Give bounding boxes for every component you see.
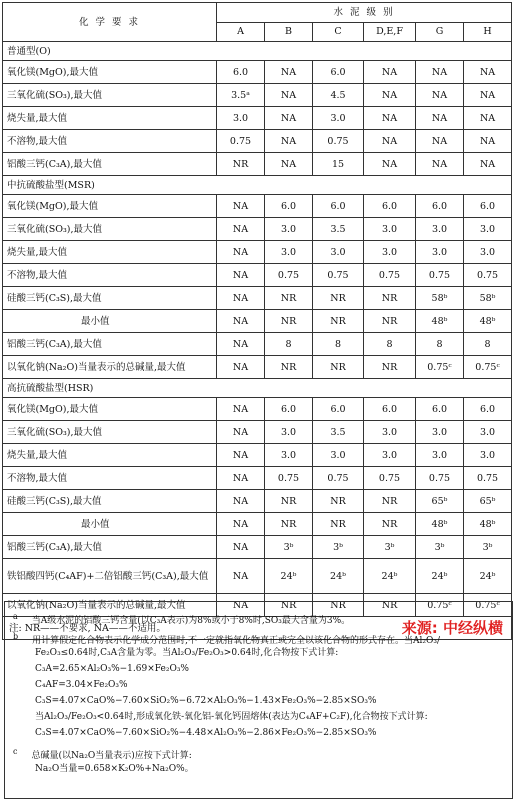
requirement-label: 不溶物,最大值 bbox=[3, 467, 217, 490]
table-row bbox=[3, 195, 512, 218]
grade-value: NA bbox=[217, 559, 265, 594]
grade-value: NA bbox=[416, 107, 464, 130]
grade-value: NA bbox=[217, 218, 265, 241]
table-row bbox=[3, 467, 512, 490]
grade-value: 6.0 bbox=[416, 195, 464, 218]
grade-value: 3ᵇ bbox=[364, 536, 416, 559]
grade-value: 6.0 bbox=[265, 398, 313, 421]
grade-value: 24ᵇ bbox=[416, 559, 464, 594]
grade-value: NR bbox=[265, 287, 313, 310]
grade-value: 8 bbox=[265, 333, 313, 356]
footnote-text: 当Al₂O₃/Fe₂O₃<0.64时,形成氧化铁-氧化铝-氧化钙固熔体(表达为C₄AF+C₂F),化合物按下式计算: bbox=[35, 712, 428, 722]
grade-value: 8 bbox=[364, 333, 416, 356]
grade-value: 0.75 bbox=[416, 467, 464, 490]
grade-value: NA bbox=[464, 84, 512, 107]
requirement-label: 氧化镁(MgO),最大值 bbox=[3, 61, 217, 84]
section-title: 高抗硫酸盐型(HSR) bbox=[3, 379, 512, 398]
table-row bbox=[3, 490, 512, 513]
grade-h: H bbox=[464, 22, 512, 42]
grade-value: 6.0 bbox=[364, 398, 416, 421]
grade-value: NA bbox=[217, 536, 265, 559]
grade-value: 65ᵇ bbox=[416, 490, 464, 513]
grade-value: 0.75ᶜ bbox=[416, 356, 464, 379]
footnote-text: 总碱量(以Na₂O当量表示)应按下式计算: bbox=[31, 751, 192, 761]
grade-value: NR bbox=[265, 594, 313, 617]
grade-value: 3.0 bbox=[364, 241, 416, 264]
grade-a: A bbox=[217, 22, 265, 42]
section-title: 普通型(O) bbox=[3, 42, 512, 61]
grade-value: NR bbox=[217, 153, 265, 176]
grade-value: NR bbox=[364, 513, 416, 536]
grade-value: NR bbox=[364, 490, 416, 513]
grade-value: 3.5ᵃ bbox=[217, 84, 265, 107]
grade-value: NA bbox=[265, 84, 313, 107]
grade-value: NR bbox=[313, 287, 364, 310]
header-row bbox=[3, 3, 512, 23]
grade-b: B bbox=[265, 22, 313, 42]
grade-value: 0.75 bbox=[464, 467, 512, 490]
table-row bbox=[3, 310, 512, 333]
grade-value: 24ᵇ bbox=[313, 559, 364, 594]
grade-value: NA bbox=[217, 421, 265, 444]
grade-value: NA bbox=[364, 153, 416, 176]
requirement-label: 烧失量,最大值 bbox=[3, 444, 217, 467]
grade-value: NR bbox=[265, 356, 313, 379]
grade-value: NR bbox=[313, 513, 364, 536]
requirement-label: 硅酸三钙(C₃S),最大值 bbox=[3, 287, 217, 310]
table-row bbox=[3, 130, 512, 153]
grade-value: NA bbox=[416, 84, 464, 107]
grade-value: NA bbox=[364, 130, 416, 153]
table-note: 注: NR——不要求, NA——不适用。 bbox=[3, 617, 512, 640]
grade-value: 24ᵇ bbox=[265, 559, 313, 594]
grade-value: NA bbox=[464, 130, 512, 153]
grade-value: NA bbox=[217, 398, 265, 421]
footnote-marker: b bbox=[13, 632, 19, 641]
requirement-label: 铝酸三钙(C₃A),最大值 bbox=[3, 333, 217, 356]
grade-value: NR bbox=[364, 310, 416, 333]
grade-value: 3.0 bbox=[416, 421, 464, 444]
footnote-line bbox=[35, 726, 376, 740]
grade-value: 3.0 bbox=[416, 218, 464, 241]
grade-value: 0.75 bbox=[364, 467, 416, 490]
footnote-line bbox=[35, 646, 338, 660]
grade-value: NA bbox=[217, 594, 265, 617]
footnote-line bbox=[35, 662, 189, 676]
grade-value: 3ᵇ bbox=[313, 536, 364, 559]
requirement-label: 氧化镁(MgO),最大值 bbox=[3, 195, 217, 218]
grade-value: NA bbox=[217, 195, 265, 218]
table-row bbox=[3, 61, 512, 84]
table-row bbox=[3, 84, 512, 107]
grade-value: NR bbox=[313, 310, 364, 333]
grade-value: NA bbox=[416, 153, 464, 176]
grade-value: 24ᵇ bbox=[464, 559, 512, 594]
footnote-text: 用计算假定化合物表示化学成分范围时,不一定就指氧化物真正或完全以该化合物的形式存在。当Al₂O₃/ bbox=[32, 636, 440, 646]
grade-value: NA bbox=[265, 153, 313, 176]
grade-value: NA bbox=[265, 130, 313, 153]
grade-def: D,E,F bbox=[364, 22, 416, 42]
grade-value: 3.0 bbox=[464, 421, 512, 444]
grade-value: NA bbox=[217, 356, 265, 379]
grade-value: 3.0 bbox=[364, 444, 416, 467]
requirement-label: 铝酸三钙(C₃A),最大值 bbox=[3, 153, 217, 176]
footnote-text: Na₂O当量=0.658×K₂O%+Na₂O%。 bbox=[35, 764, 194, 774]
grade-value: 3.0 bbox=[364, 218, 416, 241]
grade-value: NA bbox=[364, 61, 416, 84]
footnote-line bbox=[35, 710, 428, 724]
requirement-label: 铁铝酸四钙(C₄AF)+二倍铝酸三钙(C₃A),最大值 bbox=[3, 559, 217, 594]
grade-c: C bbox=[313, 22, 364, 42]
table-row bbox=[3, 333, 512, 356]
grade-value: 3.0 bbox=[265, 421, 313, 444]
requirement-label: 三氧化硫(SO₃),最大值 bbox=[3, 84, 217, 107]
grade-value: NR bbox=[313, 490, 364, 513]
grade-value: 3ᵇ bbox=[265, 536, 313, 559]
requirement-label: 铝酸三钙(C₃A),最大值 bbox=[3, 536, 217, 559]
grade-value: NA bbox=[364, 107, 416, 130]
table-row bbox=[3, 218, 512, 241]
grade-value: NA bbox=[217, 287, 265, 310]
grade-value: 0.75ᶜ bbox=[464, 356, 512, 379]
grade-value: 0.75 bbox=[265, 264, 313, 287]
grade-value: 0.75ᶜ bbox=[416, 594, 464, 617]
table-row bbox=[3, 356, 512, 379]
grade-value: 0.75 bbox=[416, 264, 464, 287]
source-watermark: 来源: 中经纵横 bbox=[401, 619, 503, 637]
grade-value: NA bbox=[217, 490, 265, 513]
grade-value: 6.0 bbox=[464, 195, 512, 218]
grade-value: 6.0 bbox=[416, 398, 464, 421]
spec-document bbox=[2, 2, 511, 774]
grade-value: 65ᵇ bbox=[464, 490, 512, 513]
table-row bbox=[3, 153, 512, 176]
grade-value: 3ᵇ bbox=[464, 536, 512, 559]
grade-value: 8 bbox=[416, 333, 464, 356]
grade-value: 3.0 bbox=[265, 241, 313, 264]
grade-value: 6.0 bbox=[265, 195, 313, 218]
grade-value: 6.0 bbox=[464, 398, 512, 421]
grade-value: NR bbox=[265, 513, 313, 536]
grade-value: 58ᵇ bbox=[416, 287, 464, 310]
grade-value: NR bbox=[265, 490, 313, 513]
grade-value: 3.0 bbox=[464, 218, 512, 241]
grade-value: 4.5 bbox=[313, 84, 364, 107]
grade-value: NR bbox=[265, 310, 313, 333]
grade-value: 3.5 bbox=[313, 218, 364, 241]
section-row bbox=[3, 42, 512, 61]
requirement-label: 以氧化钠(Na₂O)当量表示的总碱量,最大值 bbox=[3, 356, 217, 379]
footnote-text: Fe₂O₃≤0.64时,C₃A含量为零。当Al₂O₃/Fe₂O₃>0.64时,化合物按下式计算: bbox=[35, 648, 339, 658]
grade-value: 0.75 bbox=[464, 264, 512, 287]
grade-value: 0.75 bbox=[313, 467, 364, 490]
table-row bbox=[3, 444, 512, 467]
requirement-label: 烧失量,最大值 bbox=[3, 107, 217, 130]
grade-value: 48ᵇ bbox=[464, 513, 512, 536]
grade-value: 0.75 bbox=[313, 264, 364, 287]
grade-value: 48ᵇ bbox=[464, 310, 512, 333]
table-row bbox=[3, 421, 512, 444]
grade-value: 0.75 bbox=[217, 130, 265, 153]
footnote-line bbox=[35, 762, 194, 776]
table-row bbox=[3, 107, 512, 130]
grade-value: NR bbox=[364, 356, 416, 379]
grade-value: 6.0 bbox=[313, 61, 364, 84]
requirement-header: 化 学 要 求 bbox=[3, 3, 217, 42]
grade-value: NA bbox=[217, 444, 265, 467]
grade-value: NA bbox=[217, 467, 265, 490]
requirement-label: 最小值 bbox=[3, 310, 217, 333]
grade-value: 3.0 bbox=[313, 241, 364, 264]
grade-value: NA bbox=[217, 310, 265, 333]
footnote-text: C₃S=4.07×CaO%−7.60×SiO₂%−4.48×Al₂O₃%−2.86×Fe₂O₃%−2.85×SO₃% bbox=[35, 728, 377, 738]
footnote-marker: c bbox=[13, 747, 18, 756]
requirement-label: 不溶物,最大值 bbox=[3, 130, 217, 153]
grade-value: 3.0 bbox=[464, 241, 512, 264]
grade-value: 0.75 bbox=[364, 264, 416, 287]
requirement-label: 不溶物,最大值 bbox=[3, 264, 217, 287]
grade-value: 24ᵇ bbox=[364, 559, 416, 594]
table-row bbox=[3, 513, 512, 536]
grade-value: 3.0 bbox=[265, 444, 313, 467]
table-row bbox=[3, 559, 512, 594]
grade-value: NR bbox=[364, 594, 416, 617]
grade-value: NA bbox=[464, 153, 512, 176]
requirement-label: 三氧化硫(SO₃),最大值 bbox=[3, 421, 217, 444]
grade-value: 6.0 bbox=[313, 195, 364, 218]
grade-value: 3ᵇ bbox=[416, 536, 464, 559]
requirement-label: 硅酸三钙(C₃S),最大值 bbox=[3, 490, 217, 513]
requirement-label: 三氧化硫(SO₃),最大值 bbox=[3, 218, 217, 241]
grade-value: 3.5 bbox=[313, 421, 364, 444]
table-row bbox=[3, 241, 512, 264]
grade-value: 8 bbox=[464, 333, 512, 356]
grade-value: NA bbox=[217, 264, 265, 287]
footnote-text: 当A级水泥的铝酸三钙含量(以C₃A表示)为8%或小于8%时,SO₃最大含量为3%。 bbox=[31, 616, 351, 626]
grade-value: 3.0 bbox=[464, 444, 512, 467]
section-row bbox=[3, 379, 512, 398]
grade-value: NA bbox=[416, 130, 464, 153]
grade-value: 6.0 bbox=[217, 61, 265, 84]
grade-value: NR bbox=[313, 356, 364, 379]
grade-value: NR bbox=[364, 287, 416, 310]
grade-value: 3.0 bbox=[313, 107, 364, 130]
grade-value: 3.0 bbox=[416, 444, 464, 467]
grade-value: 8 bbox=[313, 333, 364, 356]
footnote-line bbox=[35, 678, 128, 692]
grade-value: 0.75ᶜ bbox=[464, 594, 512, 617]
footnote-line bbox=[13, 745, 192, 763]
grade-value: NA bbox=[464, 61, 512, 84]
grade-value: 0.75 bbox=[313, 130, 364, 153]
grade-header: 水 泥 级 别 bbox=[217, 3, 512, 23]
table-row bbox=[3, 264, 512, 287]
section-title: 中抗硫酸盐型(MSR) bbox=[3, 176, 512, 195]
grade-value: 3.0 bbox=[416, 241, 464, 264]
footnote-text: C₃S=4.07×CaO%−7.60×SiO₂%−6.72×Al₂O₃%−1.43×Fe₂O₃%−2.85×SO₃% bbox=[35, 696, 377, 706]
section-row bbox=[3, 176, 512, 195]
grade-value: 0.75 bbox=[265, 467, 313, 490]
grade-value: 3.0 bbox=[217, 107, 265, 130]
grade-value: NA bbox=[364, 84, 416, 107]
grade-value: NA bbox=[464, 107, 512, 130]
grade-value: 6.0 bbox=[313, 398, 364, 421]
chemical-requirements-table bbox=[2, 2, 512, 640]
grade-g: G bbox=[416, 22, 464, 42]
requirement-label: 烧失量,最大值 bbox=[3, 241, 217, 264]
grade-value: 58ᵇ bbox=[464, 287, 512, 310]
grade-value: 3.0 bbox=[265, 218, 313, 241]
grade-value: NA bbox=[217, 241, 265, 264]
table-row bbox=[3, 536, 512, 559]
requirement-label: 氧化镁(MgO),最大值 bbox=[3, 398, 217, 421]
requirement-label: 最小值 bbox=[3, 513, 217, 536]
grade-value: 48ᵇ bbox=[416, 310, 464, 333]
table-row bbox=[3, 398, 512, 421]
grade-value: 6.0 bbox=[364, 195, 416, 218]
requirement-label: 以氧化钠(Na₂O)当量表示的总碱量,最大值 bbox=[3, 594, 217, 617]
table-body bbox=[3, 3, 512, 640]
footnote-text: C₃A=2.65×Al₂O₃%−1.69×Fe₂O₃% bbox=[35, 664, 189, 674]
grade-value: 48ᵇ bbox=[416, 513, 464, 536]
table-row bbox=[3, 287, 512, 310]
grade-value: NA bbox=[217, 513, 265, 536]
grade-value: NR bbox=[313, 594, 364, 617]
grade-value: 15 bbox=[313, 153, 364, 176]
grade-value: NA bbox=[265, 107, 313, 130]
footnote-line bbox=[35, 694, 376, 708]
grade-value: NA bbox=[217, 333, 265, 356]
footnote-text: C₄AF=3.04×Fe₂O₃% bbox=[35, 680, 128, 690]
grade-value: NA bbox=[416, 61, 464, 84]
footnote-line bbox=[13, 610, 350, 628]
grade-value: 3.0 bbox=[313, 444, 364, 467]
footnote-marker: a bbox=[13, 612, 18, 621]
grade-value: NA bbox=[265, 61, 313, 84]
grade-value: 3.0 bbox=[364, 421, 416, 444]
